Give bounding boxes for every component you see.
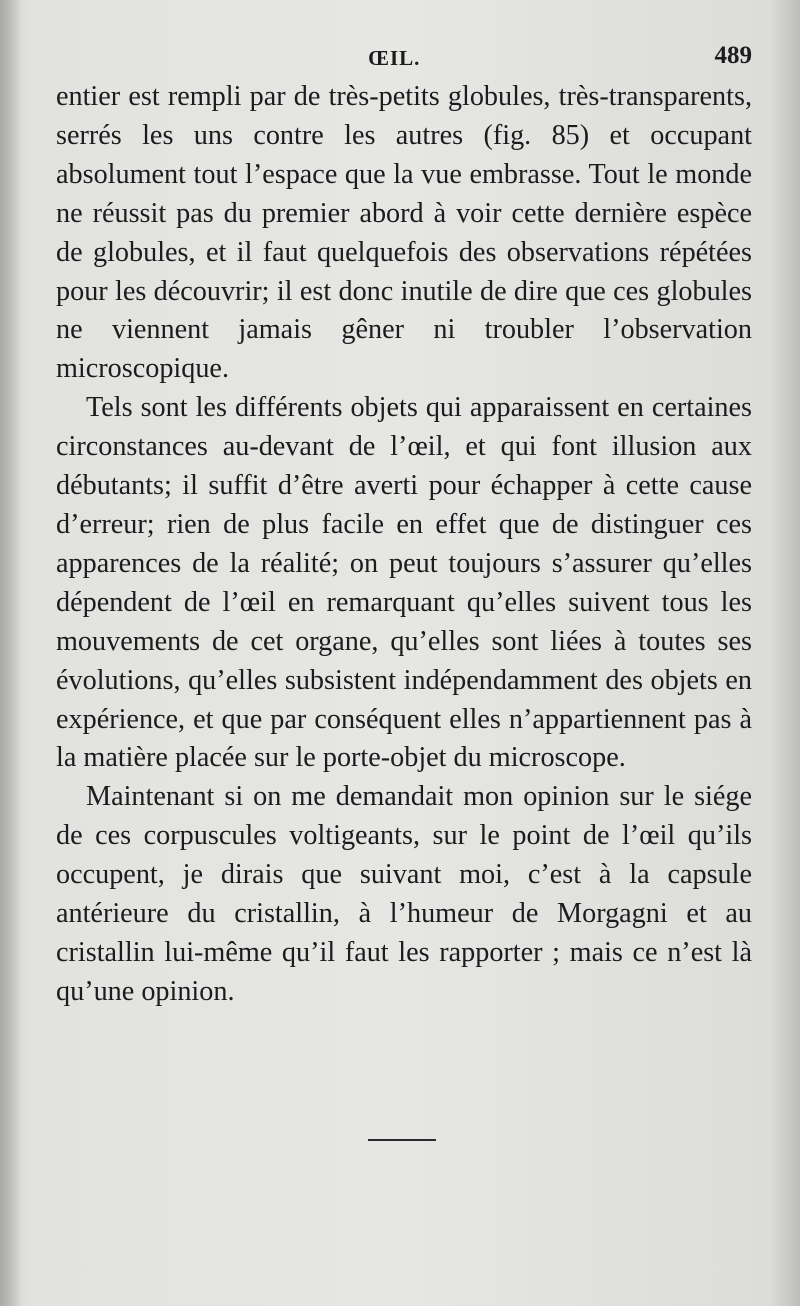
section-end-rule [368,1139,436,1141]
page-number: 489 [714,42,752,69]
page-header [60,40,752,80]
paragraph: Tels sont les différents objets qui apparaissent en certaines circonstances au-devant de l’œil, et qui font illusion aux débutants; il suffit d’être averti pour échapper à cette cause d’erreur; rien de plus facile en effet que de distinguer ces apparences de la réalité; on peut toujours s’assurer qu’elles dépendent de l’œil en remarquant qu’elles suivent tous les mouvements de cet organe, qu’elles sont liées à toutes ses évolutions, qu’elles subsistent indépendamment des objets en expérience, et que par conséquent elles n’appartiennent pas à la matière placée sur le porte-objet du microscope. [56,392,752,774]
paragraph: entier est rempli par de très-petits globules, très-transparents, serrés les uns contre les autres (fig. 85) et occupant absolument tout l’espace que la vue embrasse. Tout le monde ne réussit pas du premier abord à voir cette dernière espèce de globules, et il faut quelquefois des observations répétées pour les découvrir; il est donc inutile de dire que ces globules ne viennent jamais gêner ni troubler l’observation microscopique. [56,81,752,385]
paragraph: Maintenant si on me demandait mon opinion sur le siége de ces corpuscules voltigeants, sur le point de l’œil qu’ils occupent, je dirais que suivant moi, c’est à la capsule antérieure du cristallin, à l’humeur de Morgagni et au cristallin lui-même qu’il faut les rapporter ; mais ce n’est là qu’une opinion. [56,781,752,1007]
binding-shadow [0,0,22,1306]
running-head: ŒIL. [368,46,421,70]
body-text [56,78,752,1012]
